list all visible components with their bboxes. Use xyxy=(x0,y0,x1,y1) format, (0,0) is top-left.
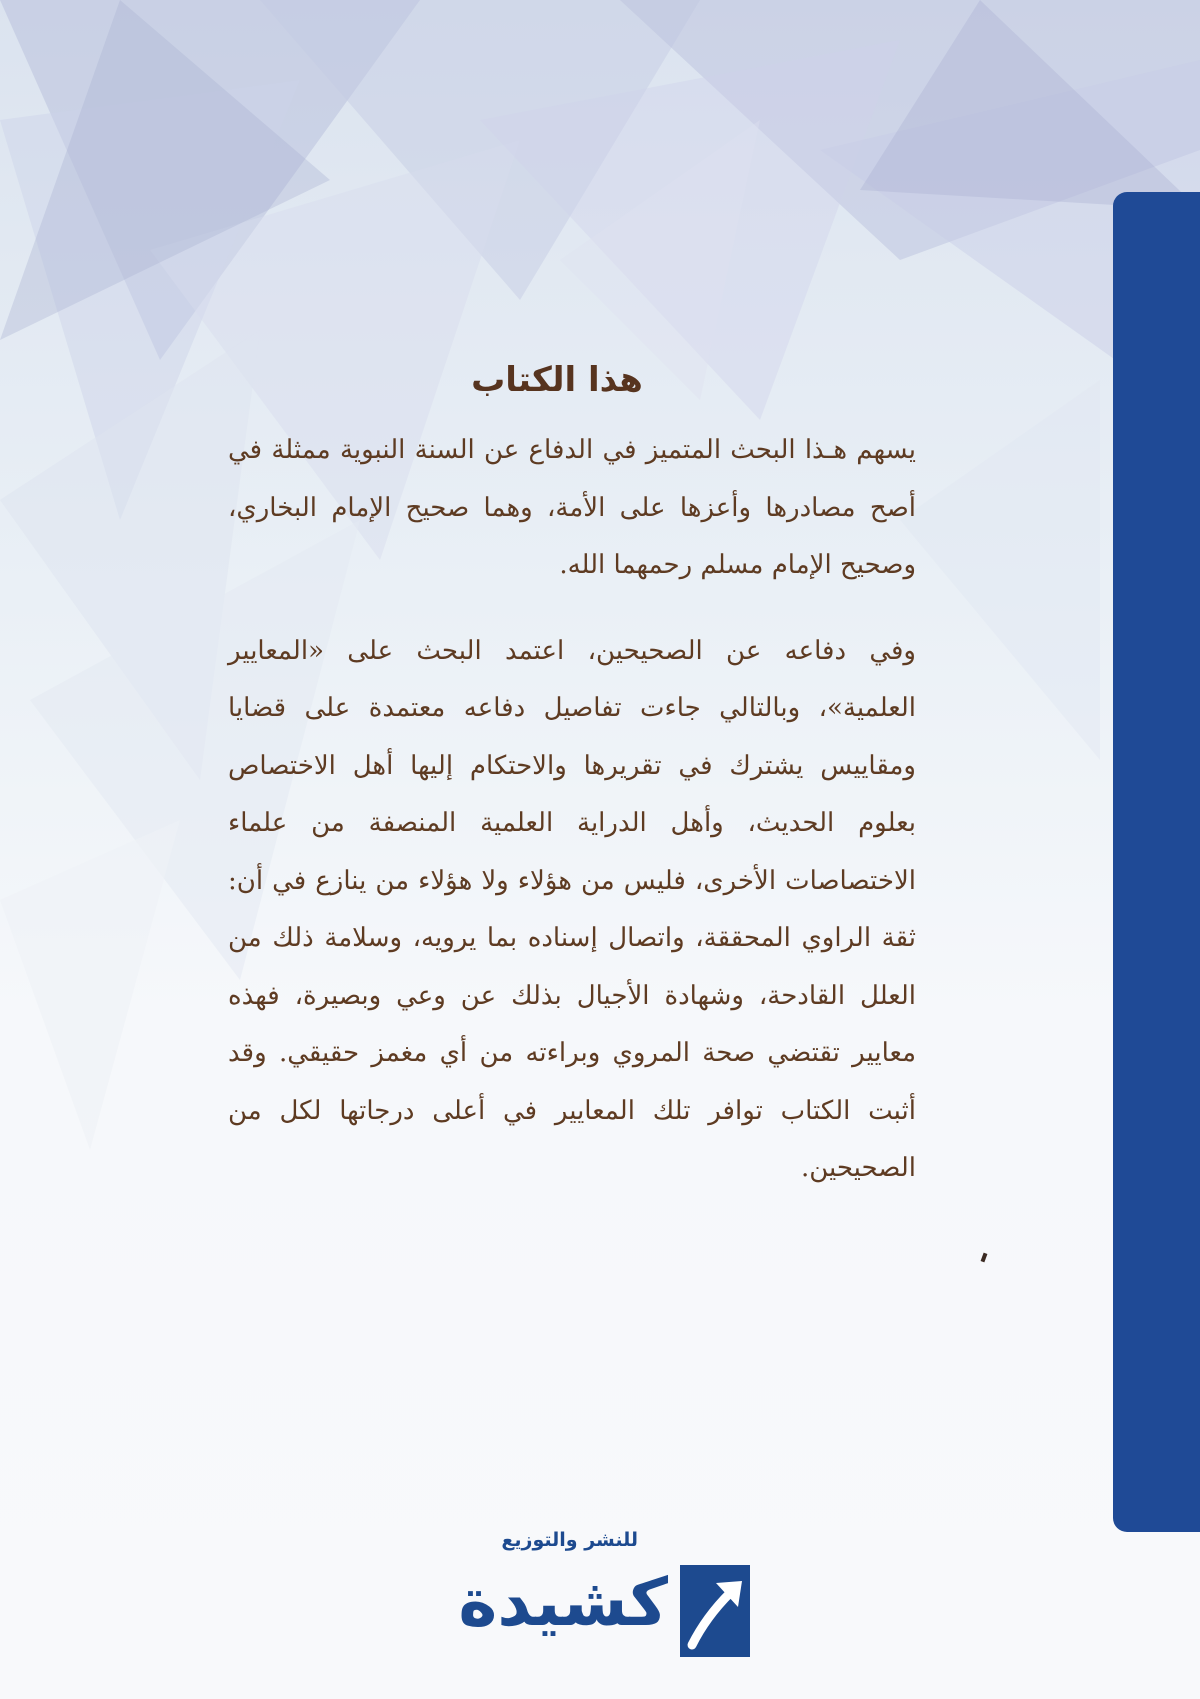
arrow-up-right-icon xyxy=(676,1561,754,1661)
blurb-heading: هذا الكتاب xyxy=(471,360,643,400)
publisher-tagline: للنشر والتوزيع xyxy=(501,1529,638,1551)
blurb-paragraph: يسهم هـذا البحث المتميز في الدفاع عن السنة النبوية ممثلة في أصح مصادرها وأعزها على الأمة، وهما صحيح الإمام البخاري، وصحيح الإمام مسلم رحمهما الله. xyxy=(228,435,916,580)
publisher-name: كشيدة xyxy=(458,1564,668,1641)
publisher-logo xyxy=(418,1525,784,1685)
blurb-section xyxy=(228,360,916,1198)
side-color-band xyxy=(1113,192,1200,1532)
blurb-paragraph: وفي دفاعه عن الصحيحين، اعتمد البحث على «المعايير العلمية»، وبالتالي جاءت تفاصيل دفاعه معتمدة على قضايا ومقاييس يشترك في تقريرها والاحتكام إليها أهل الاختصاص بعلوم الحديث، وأهل الدراية العلمية المنصفة من علماء الاختصاصات الأخرى، فليس من هؤلاء ولا هؤلاء من ينازع في أن: ثقة الراوي المحققة، واتصال إسناده بما يرويه، وسلامة ذلك من العلل القادحة، وشهادة الأجيال بذلك عن وعي وبصيرة، فهذه معايير تقتضي صحة المروي وبراءته من أي مغمز حقيقي. وقد أثبت الكتاب توافر تلك المعايير في أعلى درجاتها لكل من الصحيحين. xyxy=(228,635,916,1183)
